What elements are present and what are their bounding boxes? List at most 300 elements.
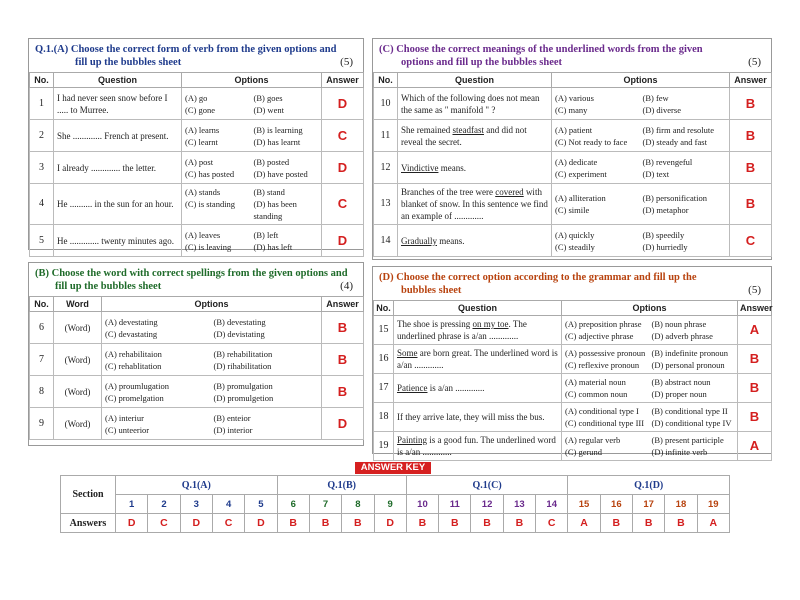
question-cell: I had never seen snow before I ..... to Murree.: [54, 88, 182, 120]
options-grid: [555, 156, 726, 180]
answer-cell: C: [730, 225, 772, 257]
answer-key-number-row: [61, 495, 730, 514]
options-grid: [185, 92, 318, 116]
option-b: (B) goes: [253, 92, 283, 103]
header-no: No.: [374, 73, 398, 88]
question-number: 1: [30, 88, 54, 120]
key-answer-11: B: [439, 514, 471, 533]
option-c: (C) Not ready to face: [555, 136, 628, 147]
options-cell: [182, 88, 322, 120]
options-cell: [552, 152, 730, 184]
option-a: (A) preposition phrase: [565, 319, 642, 329]
answer-cell: B: [322, 344, 364, 376]
question-number: 3: [30, 152, 54, 184]
options-grid: [105, 348, 318, 372]
option-c: (C) steadily: [555, 241, 595, 252]
question-text-rest: is a/an .............: [427, 383, 485, 393]
question-row: [374, 184, 772, 225]
section-d-panel: [372, 266, 773, 457]
option-b: (B) left: [253, 229, 279, 240]
option-b: (B) revengeful: [642, 156, 693, 167]
options-cell: [552, 120, 730, 152]
question-text: The shoe is pressing: [397, 319, 473, 329]
options-cell: [182, 152, 322, 184]
answer-cell: B: [730, 88, 772, 120]
section-a-panel: [28, 38, 364, 250]
section-b-title-line2: fill up the bubbles sheet: [55, 281, 162, 292]
key-number-9: 9: [374, 495, 406, 514]
option-d: (D) rihabilitation: [213, 360, 272, 371]
option-a: (A) patient: [555, 124, 593, 135]
question-text-rest: and did not reveal the secret.: [401, 124, 527, 147]
options-grid: [555, 124, 726, 148]
option-c: (C) gone: [185, 104, 215, 115]
key-answer-9: D: [374, 514, 406, 533]
options-cell: [182, 184, 322, 225]
key-answer-16: B: [600, 514, 632, 533]
question-number: 13: [374, 184, 398, 225]
section-c-marks: (5): [748, 56, 761, 68]
key-number-5: 5: [245, 495, 277, 514]
option-d: (D) devistating: [213, 328, 265, 339]
header-options: Options: [182, 73, 322, 88]
question-number: 5: [30, 225, 54, 257]
question-row: [30, 152, 364, 184]
question-row: [374, 374, 772, 403]
header-no: No.: [30, 297, 54, 312]
options-grid: [565, 376, 734, 400]
key-answer-2: C: [148, 514, 180, 533]
question-number: 17: [374, 374, 394, 403]
option-a: (A) quickly: [555, 229, 595, 240]
question-number: 15: [374, 316, 394, 345]
section-b-table: [29, 296, 364, 440]
question-row: [30, 408, 364, 440]
section-b-marks: (4): [340, 280, 353, 292]
key-number-18: 18: [665, 495, 697, 514]
option-b: (B) enteior: [213, 412, 251, 423]
question-cell: He .......... in the sun for an hour.: [54, 184, 182, 225]
key-answer-13: B: [503, 514, 535, 533]
option-d: (D) proper noun: [651, 389, 707, 399]
question-number: 8: [30, 376, 54, 408]
section-a-marks: (5): [340, 56, 353, 68]
option-b: (B) promulgation: [213, 380, 273, 391]
key-number-4: 4: [212, 495, 244, 514]
key-answer-1: D: [116, 514, 148, 533]
options-grid: [105, 316, 318, 340]
option-d: (D) has learnt: [253, 136, 301, 147]
options-cell: [102, 376, 322, 408]
key-number-6: 6: [277, 495, 309, 514]
question-cell: [394, 403, 562, 432]
question-text: She remained: [401, 124, 453, 135]
section-a-title-line1: Q.1.(A) Choose the correct form of verb from the given options and: [35, 44, 337, 55]
option-c: (C) devastating: [105, 328, 158, 339]
underlined-word: Painting: [397, 435, 428, 445]
section-c-panel: [372, 38, 772, 260]
options-cell: [552, 88, 730, 120]
options-grid: [555, 192, 726, 216]
answer-cell: B: [730, 120, 772, 152]
question-cell: She ............. French at present.: [54, 120, 182, 152]
underlined-word: on my toe: [472, 319, 509, 329]
option-b: (B) devestating: [213, 316, 266, 327]
question-cell: He ............. twenty minutes ago.: [54, 225, 182, 257]
section-c-title-line2: options and fill up the bubbles sheet: [401, 57, 563, 68]
option-a: (A) regular verb: [565, 435, 621, 445]
underlined-word: Some: [397, 348, 418, 358]
underlined-word: steadfast: [452, 124, 484, 135]
question-number: 9: [30, 408, 54, 440]
question-number: 2: [30, 120, 54, 152]
option-d: (D) went: [253, 104, 284, 115]
section-a-header-row: [30, 73, 364, 88]
key-number-3: 3: [180, 495, 212, 514]
options-grid: [565, 434, 734, 458]
question-text: Which of the following does not mean the same as " manifold " ?: [401, 92, 540, 115]
group-d-label: Q.1(D): [568, 476, 730, 495]
key-answer-8: B: [342, 514, 374, 533]
options-cell: [552, 184, 730, 225]
options-cell: [562, 403, 738, 432]
group-b-label: Q.1(B): [277, 476, 406, 495]
key-number-11: 11: [439, 495, 471, 514]
question-cell: [394, 432, 562, 461]
question-row: [30, 312, 364, 344]
option-a: (A) dedicate: [555, 156, 598, 167]
header-question: Question: [398, 73, 552, 88]
option-d: (D) promulgetion: [213, 392, 274, 403]
options-grid: [185, 156, 318, 180]
option-d: (D) personal pronoun: [651, 360, 725, 370]
section-label: Section: [61, 476, 116, 514]
options-grid: [185, 229, 318, 253]
question-row: [30, 88, 364, 120]
key-number-16: 16: [600, 495, 632, 514]
option-a: (A) proumlugation: [105, 380, 169, 391]
section-d-title-line1: (D) Choose the correct option according to the grammar and fill up the: [379, 272, 697, 283]
option-c: (C) common noun: [565, 389, 628, 399]
answer-cell: B: [322, 312, 364, 344]
word-cell: (Word): [54, 344, 102, 376]
option-d: (D) infinite verb: [651, 447, 708, 457]
option-a: (A) rehabilitaion: [105, 348, 162, 359]
question-number: 16: [374, 345, 394, 374]
section-c-title: [373, 39, 771, 72]
key-answer-5: D: [245, 514, 277, 533]
question-number: 6: [30, 312, 54, 344]
answer-key-answer-row: [61, 514, 730, 533]
question-cell: [398, 152, 552, 184]
options-cell: [562, 432, 738, 461]
section-b-panel: [28, 262, 364, 446]
option-c: (C) is standing: [185, 199, 236, 209]
answer-key-banner: ANSWER KEY: [355, 462, 431, 474]
option-c: (C) experiment: [555, 168, 607, 179]
key-answer-19: A: [697, 514, 729, 533]
options-cell: [562, 374, 738, 403]
header-no: No.: [374, 301, 394, 316]
options-grid: [185, 186, 318, 222]
word-cell: (Word): [54, 312, 102, 344]
answer-cell: D: [322, 152, 364, 184]
option-d: (D) have posted: [253, 168, 308, 179]
section-a-table: [29, 72, 364, 257]
option-b: (B) personification: [642, 193, 707, 203]
options-grid: [555, 92, 726, 116]
header-answer: Answer: [322, 297, 364, 312]
word-cell: (Word): [54, 376, 102, 408]
key-number-12: 12: [471, 495, 503, 514]
option-a: (A) alliteration: [555, 193, 606, 203]
question-number: 19: [374, 432, 394, 461]
answer-cell: A: [738, 432, 772, 461]
section-b-header-row: [30, 297, 364, 312]
options-grid: [565, 318, 734, 342]
answer-cell: C: [322, 184, 364, 225]
key-answer-17: B: [633, 514, 665, 533]
option-b: (B) stand: [253, 187, 285, 197]
options-cell: [182, 225, 322, 257]
options-cell: [102, 344, 322, 376]
question-row: [30, 184, 364, 225]
option-c: (C) learnt: [185, 136, 218, 147]
option-b: (B) speedily: [642, 229, 685, 240]
header-word: Word: [54, 297, 102, 312]
option-b: (B) present participle: [651, 435, 724, 445]
option-d: (D) hurriedly: [642, 241, 688, 252]
question-cell: [398, 225, 552, 257]
question-row: [30, 376, 364, 408]
options-grid: [555, 229, 726, 253]
word-cell: (Word): [54, 408, 102, 440]
section-c-header-row: [374, 73, 772, 88]
answer-cell: D: [322, 225, 364, 257]
question-text: Branches of the tree were: [401, 187, 496, 197]
group-a-label: Q.1(A): [116, 476, 278, 495]
section-a-title: [29, 39, 363, 72]
section-d-title: [373, 267, 771, 300]
option-c: (C) adjective phrase: [565, 331, 634, 341]
answer-cell: D: [322, 408, 364, 440]
option-c: (C) gerund: [565, 447, 603, 457]
key-number-13: 13: [503, 495, 535, 514]
question-row: [374, 403, 772, 432]
header-answer: Answer: [738, 301, 772, 316]
section-b-title-line1: (B) Choose the word with correct spellings from the given options and: [35, 268, 348, 279]
question-row: [374, 316, 772, 345]
option-c: (C) conditional type III: [565, 418, 645, 428]
question-text-rest: means.: [438, 162, 466, 173]
option-d: (D) metaphor: [642, 205, 689, 215]
option-c: (C) unteerior: [105, 424, 150, 435]
key-answer-10: B: [406, 514, 438, 533]
options-cell: [562, 345, 738, 374]
option-c: (C) promelgation: [105, 392, 164, 403]
answer-cell: B: [730, 152, 772, 184]
question-number: 7: [30, 344, 54, 376]
question-number: 4: [30, 184, 54, 225]
question-number: 14: [374, 225, 398, 257]
answer-cell: D: [322, 88, 364, 120]
option-b: (B) abstract noun: [651, 377, 711, 387]
header-no: No.: [30, 73, 54, 88]
question-row: [374, 88, 772, 120]
key-number-10: 10: [406, 495, 438, 514]
section-c-title-line1: (C) Choose the correct meanings of the underlined words from the given: [379, 44, 703, 55]
header-options: Options: [552, 73, 730, 88]
option-a: (A) various: [555, 92, 594, 103]
option-b: (B) firm and resolute: [642, 124, 715, 135]
underlined-word: Vindictive: [401, 162, 439, 173]
answer-cell: B: [322, 376, 364, 408]
key-answer-14: C: [536, 514, 568, 533]
section-d-table: [373, 300, 772, 461]
option-c: (C) many: [555, 104, 588, 115]
question-text-rest: with blanket of snow. In this sentence we find an example of .............: [401, 187, 548, 221]
key-number-8: 8: [342, 495, 374, 514]
option-c: (C) has posted: [185, 168, 235, 179]
question-text-rest: . The underlined phrase is a/an .............: [397, 319, 527, 341]
answer-cell: A: [738, 316, 772, 345]
header-answer: Answer: [730, 73, 772, 88]
section-d-header-row: [374, 301, 772, 316]
header-options: Options: [562, 301, 738, 316]
option-c: (C) reflexive pronoun: [565, 360, 640, 370]
question-cell: [394, 345, 562, 374]
option-c: (C) is leaving: [185, 241, 232, 252]
option-a: (A) possessive pronoun: [565, 348, 646, 358]
group-c-label: Q.1(C): [406, 476, 568, 495]
key-number-15: 15: [568, 495, 600, 514]
key-number-14: 14: [536, 495, 568, 514]
question-cell: [394, 374, 562, 403]
option-a: (A) leaves: [185, 229, 221, 240]
question-text-rest: are born great. The underlined word is a/an .............: [397, 348, 558, 370]
question-number: 18: [374, 403, 394, 432]
question-row: [30, 344, 364, 376]
key-number-1: 1: [116, 495, 148, 514]
options-grid: [105, 380, 318, 404]
option-c: (C) rehablitation: [105, 360, 162, 371]
underlined-word: Gradually: [401, 235, 437, 246]
question-row: [374, 432, 772, 461]
underlined-word: Patience: [397, 383, 428, 393]
question-text: If they arrive late, they will miss the bus.: [397, 412, 545, 422]
header-answer: Answer: [322, 73, 364, 88]
key-answer-3: D: [180, 514, 212, 533]
header-question: Question: [394, 301, 562, 316]
options-cell: [552, 225, 730, 257]
question-number: 10: [374, 88, 398, 120]
option-d: (D) diverse: [642, 104, 681, 115]
question-cell: [398, 120, 552, 152]
key-answer-6: B: [277, 514, 309, 533]
key-number-17: 17: [633, 495, 665, 514]
key-answer-18: B: [665, 514, 697, 533]
option-a: (A) stands: [185, 187, 221, 197]
question-row: [374, 120, 772, 152]
option-b: (B) rehabilitation: [213, 348, 273, 359]
options-cell: [102, 312, 322, 344]
option-b: (B) indefinite pronoun: [651, 348, 728, 358]
option-d: (D) text: [642, 168, 670, 179]
option-d: (D) interior: [213, 424, 253, 435]
header-question: Question: [54, 73, 182, 88]
question-cell: [394, 316, 562, 345]
question-row: [374, 345, 772, 374]
option-d: (D) steady and fast: [642, 136, 707, 147]
option-b: (B) noun phrase: [651, 319, 707, 329]
question-cell: [398, 184, 552, 225]
question-row: [30, 120, 364, 152]
key-number-19: 19: [697, 495, 729, 514]
option-d: (D) conditional type IV: [651, 418, 732, 428]
option-a: (A) interiur: [105, 412, 144, 423]
options-cell: [562, 316, 738, 345]
answer-cell: C: [322, 120, 364, 152]
question-text-rest: is a good fun. The underlined word is a/an .............: [397, 435, 556, 457]
section-d-marks: (5): [748, 284, 761, 296]
answer-cell: B: [730, 184, 772, 225]
options-grid: [565, 405, 734, 429]
answer-key-group-row: [61, 476, 730, 495]
question-row: [374, 225, 772, 257]
option-a: (A) post: [185, 156, 214, 167]
option-b: (B) conditional type II: [651, 406, 728, 416]
underlined-word: covered: [495, 187, 524, 197]
question-text-rest: means.: [437, 235, 465, 246]
question-number: 12: [374, 152, 398, 184]
option-b: (B) is learning: [253, 124, 303, 135]
question-cell: I already ............. the letter.: [54, 152, 182, 184]
options-grid: [185, 124, 318, 148]
option-d: (D) has left: [253, 241, 293, 252]
option-c: (C) simile: [555, 205, 590, 215]
question-row: [30, 225, 364, 257]
option-a: (A) devestating: [105, 316, 158, 327]
section-c-table: [373, 72, 772, 257]
option-a: (A) learns: [185, 124, 220, 135]
key-number-2: 2: [148, 495, 180, 514]
option-b: (B) few: [642, 92, 669, 103]
options-cell: [182, 120, 322, 152]
answer-cell: B: [738, 374, 772, 403]
option-a: (A) go: [185, 92, 208, 103]
options-grid: [105, 412, 318, 436]
option-b: (B) posted: [253, 156, 290, 167]
section-d-title-line2: bubbles sheet: [401, 285, 462, 296]
key-answer-15: A: [568, 514, 600, 533]
option-a: (A) conditional type I: [565, 406, 639, 416]
options-cell: [102, 408, 322, 440]
key-answer-7: B: [309, 514, 341, 533]
question-cell: [398, 88, 552, 120]
answer-key-table: [60, 475, 730, 533]
answer-cell: B: [738, 403, 772, 432]
key-number-7: 7: [309, 495, 341, 514]
option-d: (D) has been standing: [253, 199, 297, 221]
key-answer-4: C: [212, 514, 244, 533]
option-d: (D) adverb phrase: [651, 331, 713, 341]
question-row: [374, 152, 772, 184]
section-b-title: [29, 263, 363, 296]
key-answer-12: B: [471, 514, 503, 533]
header-options: Options: [102, 297, 322, 312]
answers-label: Answers: [61, 514, 116, 533]
section-a-title-line2: fill up the bubbles sheet: [75, 57, 182, 68]
